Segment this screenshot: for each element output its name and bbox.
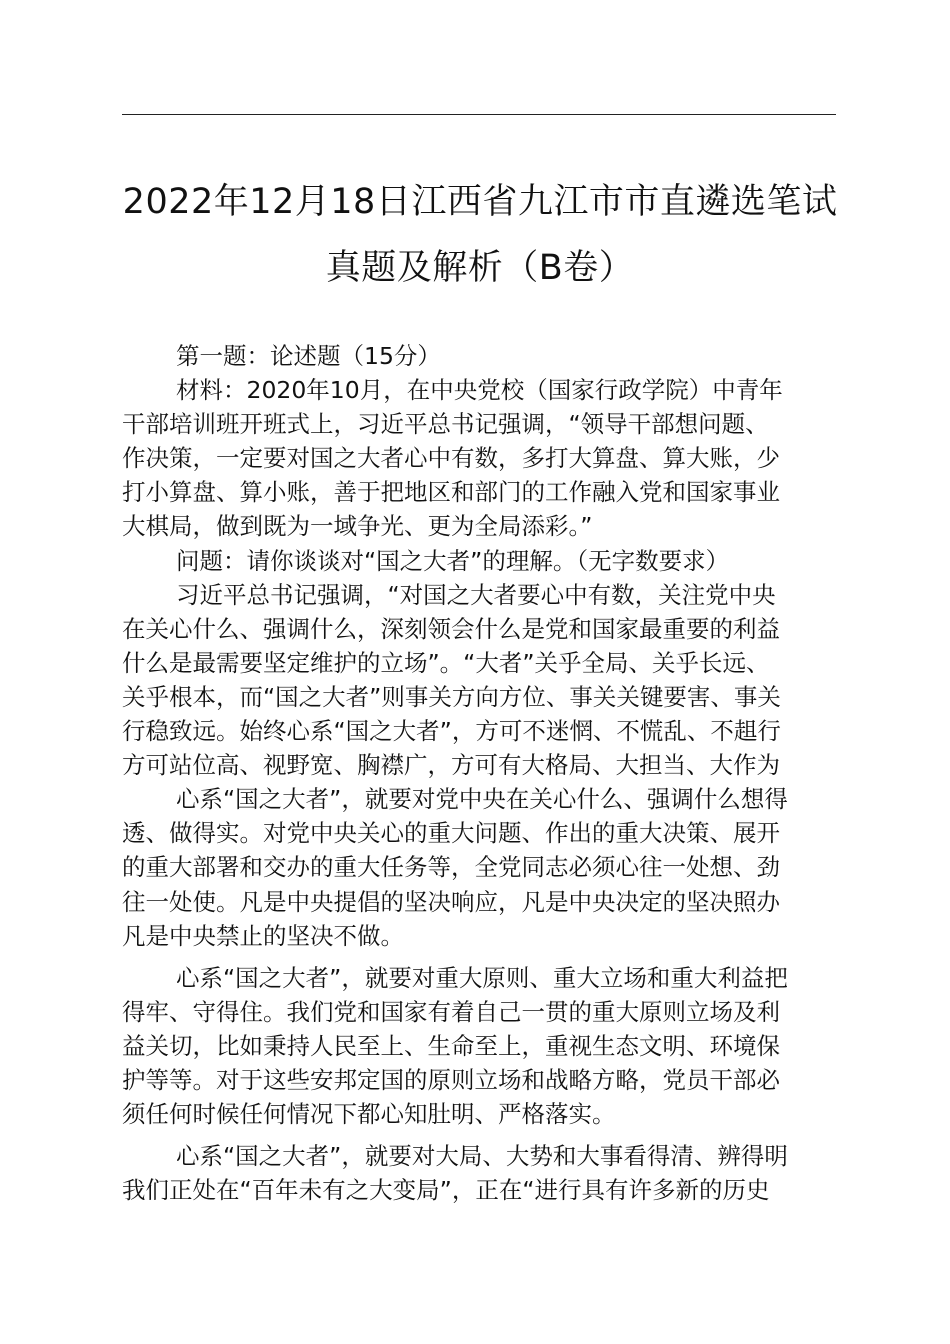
- paragraph-line: 心系“国之大者”，就要对党中央在关心什么、强调什么想得: [176, 785, 788, 814]
- header-rule: [122, 114, 836, 115]
- paragraph-line: 行稳致远。始终心系“国之大者”，方可不迷惘、不慌乱、不趄行: [122, 717, 781, 746]
- paragraph-line: 什么是最需要坚定维护的立场”。“大者”关乎全局、关乎长远、: [122, 648, 770, 677]
- paragraph-line: 方可站位高、视野宽、胸襟广，方可有大格局、大担当、大作为: [122, 751, 780, 780]
- document-title-line-2: 真题及解析（B卷）: [325, 248, 635, 288]
- document-body: [122, 339, 838, 1207]
- paragraph-line: 干部培训班开班式上，习近平总书记强调，“领导干部想问题、: [122, 410, 769, 439]
- paragraph-line: 的重大部署和交办的重大任务等，全党同志必须心往一处想、劲: [122, 853, 780, 882]
- paragraph-line: 护等等。对于这些安邦定国的原则立场和战略方略，党员干部必: [122, 1065, 780, 1094]
- document-title-line-1: 2022年12月18日江西省九江市市直遴选笔试: [122, 182, 838, 222]
- paragraph-line: 大棋局，做到既为一域争光、更为全局添彩。”: [122, 512, 593, 541]
- paragraph-line: 往一处使。凡是中央提倡的坚决响应，凡是中央决定的坚决照办: [122, 887, 780, 916]
- paragraph-line: 打小算盘、算小账，善于把地区和部门的工作融入党和国家事业: [122, 478, 780, 507]
- paragraph-line: 须任何时候任何情况下都心知肚明、严格落实。: [122, 1100, 616, 1129]
- paragraph-gap: [122, 1131, 838, 1139]
- paragraph-line: 得牢、守得住。我们党和国家有着自己一贯的重大原则立场及利: [122, 997, 780, 1026]
- paragraph-line: 心系“国之大者”，就要对大局、大势和大事看得清、辨得明: [176, 1142, 788, 1171]
- paragraph-line: 我们正处在“百年未有之大变局”，正在“进行具有许多新的历史: [122, 1176, 770, 1205]
- paragraph-line: 心系“国之大者”，就要对重大原则、重大立场和重大利益把: [176, 963, 788, 992]
- paragraph-line: 作决策，一定要对国之大者心中有数，多打大算盘、算大账，少: [122, 444, 780, 473]
- paragraph-line: 益关切，比如秉持人民至上、生命至上，重视生态文明、环境保: [122, 1031, 780, 1060]
- paragraph-line: 习近平总书记强调，“对国之大者要心中有数，关注党中央: [176, 580, 776, 609]
- question-heading: 第一题：论述题（15分）: [176, 342, 441, 370]
- paragraph-line: 在关心什么、强调什么，深刻领会什么是党和国家最重要的利益: [122, 614, 780, 643]
- paragraph-gap: [122, 953, 838, 961]
- question-prompt: 问题：请你谈谈对“国之大者”的理解。（无字数要求）: [176, 546, 730, 575]
- paragraph-line: 凡是中央禁止的坚决不做。: [122, 921, 404, 950]
- paragraph-line: 关乎根本，而“国之大者”则事关方向方位、事关关键要害、事关: [122, 682, 781, 711]
- paragraph-line: 材料：2020年10月，在中央党校（国家行政学院）中青年: [176, 376, 783, 405]
- paragraph-line: 透、做得实。对党中央关心的重大问题、作出的重大决策、展开: [122, 819, 780, 848]
